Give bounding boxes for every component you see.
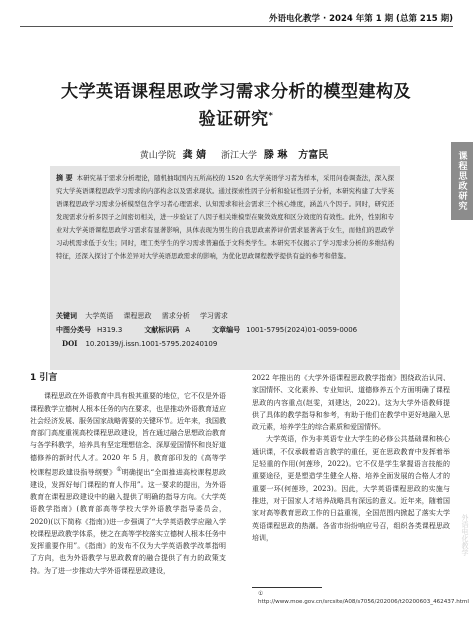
abstract-label: 摘 要 xyxy=(56,173,73,182)
paragraph-text-tail: 明确提出“全面推进高校课程思政建设，发挥好每门课程的育人作用”。这一要求的提出，为外语教育在课程思政建设中的融入提供了明确的指导方向。《大学英语教学指南》(教育部高等学校大学外语教学指导委员会，2020)(以下简称《指南》)进一步强调了“大学英语教学应融入学校课程思政教学体系，使之在高等学校落实立德树人根本任务中发挥重要作用”。《指南》的发布不仅为大学英语教学改革指明了方向，也为外语教学与思政教育的融合提供了有力的政策支持。为了进一步推动大学外语课程思政建设， xyxy=(30,468,226,575)
author-2: 滕 琳 xyxy=(263,150,288,161)
body-paragraph: 大学英语，作为非英语专业大学生的必修公共基础课和核心通识课，不仅承载着语言教学的重任，更在思政教育中发挥着举足轻重的作用(何莲珍，2022)。它不仅是学生掌握语言技能的重要途径，更是塑造学生健全人格、培养全面发展的合格人才的重要一环(何莲珍，2023)。因此，大学英语课程思政的实施与推进，对于国家人才培养战略具有深远的意义。近年来，随着国家对高等教育思政工作的日益重视，全国范围内掀起了落实大学英语课程思政的热潮。各省市纷纷响应号召，组织各类课程思政培训， xyxy=(252,435,450,542)
footnote-url: http://www.moe.gov.cn/srcsite/A08/s7056/202006/t20200603_462437.html xyxy=(258,599,469,605)
doi-label: DOI xyxy=(62,339,78,348)
title-line-2 xyxy=(22,104,450,132)
body-paragraph xyxy=(30,390,226,577)
title-line-1: 大学英语课程思政学习需求分析的模型建构及 xyxy=(61,82,411,102)
journal-issue-line: 外语电化教学 · 2024 年第 1 期 (总第 215 期) xyxy=(269,14,453,24)
body-column-right xyxy=(252,372,450,544)
footnote-ref: ① xyxy=(116,467,122,474)
clc-value: H319.3 xyxy=(97,326,123,334)
keywords xyxy=(56,309,394,323)
footnote-marker: ① xyxy=(258,591,264,597)
abstract-text: 本研究基于需求分析理论，随机抽取国内五所高校的 1520 名大学英语学习者为样本，采用问卷调查法，深入探究大学英语课程思政学习需求的内部构念以及需求现状。通过探索性因子分析和验证性因子分析，本研究构建了大学英语课程思政学习需求分析模型包含学习者心理需求、认知需求和社会需求三个核心维度，涵盖八个因子。同时，研究还发现需求分析多因子之间密切相关，进一步验证了八因子相关维模型在聚敛效度和区分效度的有效性。此外，性别和专业对大学英语课程思政学习需求有显著影响，具体表现为男生的自我思政素养评价需求显著高于女生，而他们的思政学习动机需求低于女生；同时，理工类学生的学习需求普遍低于文科类学生。本研究不仅揭示了学习需求分析的多维结构特征，还深入探讨了个体差异对大学英语思政需求的影响，为优化思政课程教学提供有益的参考和借鉴。 xyxy=(56,174,395,260)
header-divider xyxy=(20,26,453,27)
affiliation-2: 浙江大学 xyxy=(221,151,258,161)
keyword-item: 学习需求 xyxy=(199,312,228,320)
keyword-item: 需求分析 xyxy=(161,312,190,320)
body-column-left xyxy=(30,372,226,577)
author-line xyxy=(22,146,450,161)
section-heading: 1 引言 xyxy=(30,373,58,383)
footnote xyxy=(258,590,469,606)
clc-label: 中图分类号 xyxy=(56,325,91,334)
keyword-item: 大学英语 xyxy=(85,312,114,320)
abstract xyxy=(56,171,394,263)
section-side-tab: 课程思政研究 xyxy=(451,142,473,220)
doi-value: 10.20139/j.issn.1001-5795.20240109 xyxy=(85,340,218,348)
classification-row xyxy=(56,323,394,337)
doc-code-value: A xyxy=(185,326,191,334)
keywords-label: 关键词 xyxy=(56,311,77,320)
author-1: 龚 婧 xyxy=(182,150,207,161)
running-header xyxy=(0,0,473,28)
affiliation-1: 黄山学院 xyxy=(139,151,176,161)
article-number-label: 文章编号 xyxy=(212,325,241,334)
article-number-value: 1001-5795(2024)01-0059-0006 xyxy=(246,326,358,334)
footnote-divider xyxy=(252,587,322,588)
paragraph-text: 课程思政在外语教育中具有极其重要的地位，它不仅是外语课程教学立德树人根本任务的内在要求，也是推动外语教育适应社会经济发展、服务国家战略需要的关键环节。近年来，我国教育部门高度重视高校课程思政建设，旨在通过融合思想政治教育与各学科教学，培养具有坚定理想信念、深厚爱国情怀和良好道德修养的新时代人才。2020 年 5 月，教育部印发的《高等学校课程思政建设指导纲要》 xyxy=(30,392,226,477)
side-watermark: 外语电化教学 xyxy=(461,514,469,556)
title-footnote-mark: * xyxy=(268,111,274,120)
title-line-2-text: 验证研究 xyxy=(198,109,269,130)
keyword-item: 课程思政 xyxy=(123,312,152,320)
doi-row xyxy=(56,337,394,351)
body-paragraph: 2022 年推出的《大学外语课程思政教学指南》围绕政治认同、家国情怀、文化素养、专业知识、道德修养五个方面明确了课程思政的内容重点(赵雯，刘建达，2022)。这为大学外语教师提供了具体的教学指导和参考，有助于他们在教学中更好地融入思政元素，培养学生的综合素质和爱国情怀。 xyxy=(252,374,450,432)
author-3: 方富民 xyxy=(298,150,329,161)
doc-code-label: 文献标识码 xyxy=(144,325,180,334)
article-title xyxy=(22,80,450,132)
